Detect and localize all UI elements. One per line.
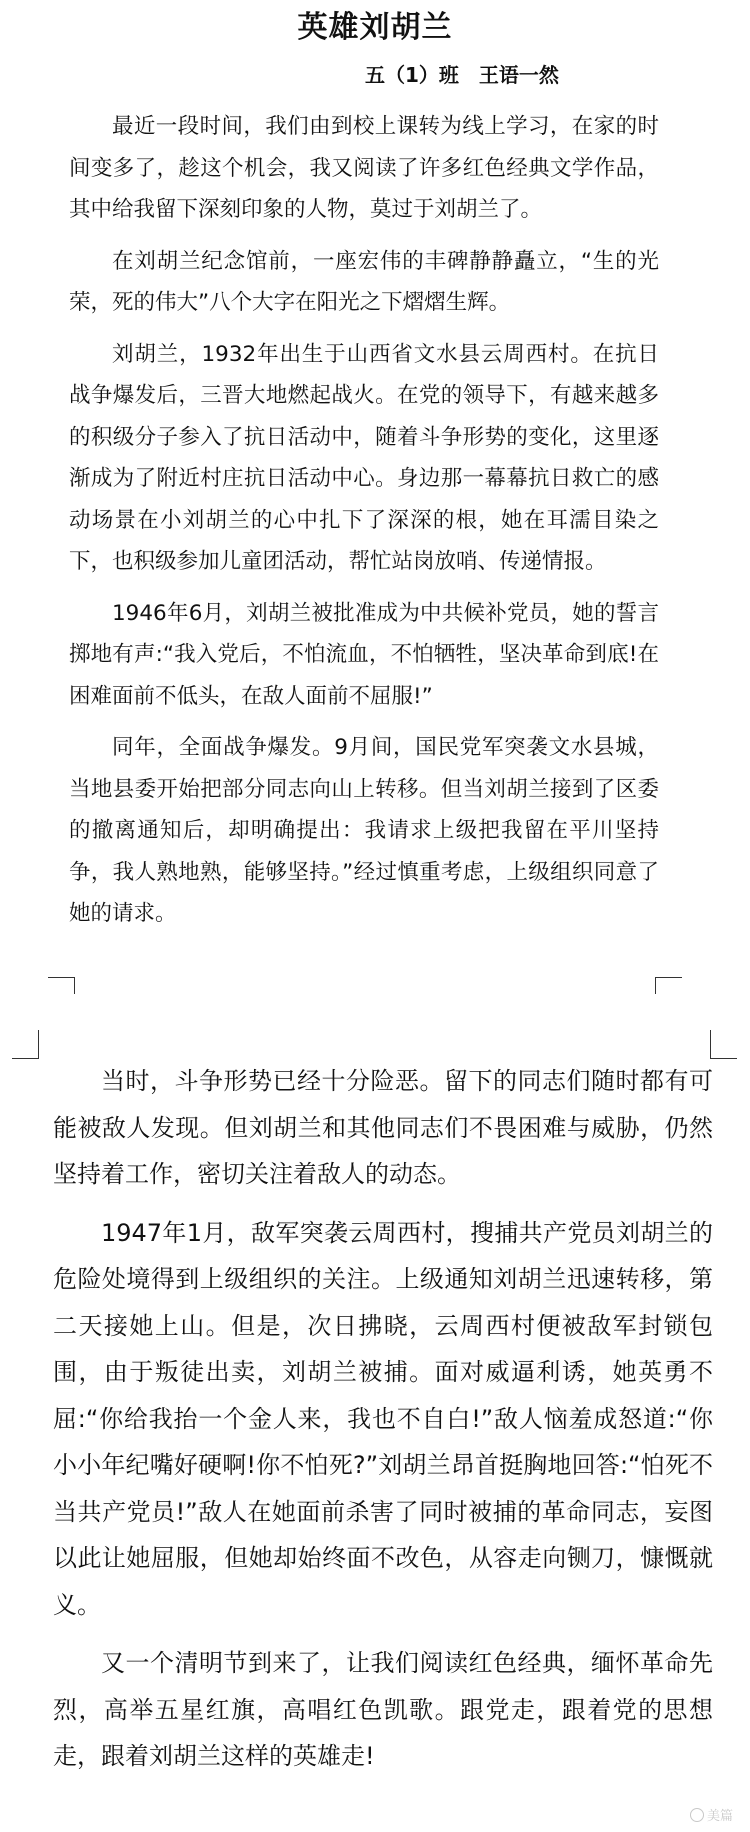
page-title: 英雄刘胡兰 — [297, 10, 453, 45]
paragraph: 刘胡兰，1932年出生于山西省文水县云周西村。在抗日战争爆发后，三晋大地燃起战火。在党的领导下，有越来越多的积级分子参入了抗日活动中，随着斗争形势的变化，这里逐渐成为了附近村庄抗日活动中心。身边那一幕幕抗日救亡的感动场景在小刘胡兰的心中扎下了深深的根，她在耳濡目染之下，也积级参加儿童团活动，帮忙站岗放哨、传递情报。 — [69, 341, 659, 574]
watermark-text: 美篇 — [707, 1809, 734, 1824]
page-corner-mark-icon — [48, 977, 75, 994]
paragraph: 1946年6月，刘胡兰被批准成为中共候补党员，她的誓言掷地有声:“我入党后，不怕流血，不怕牺牲，坚决革命到底!在困难面前不低头，在敌人面前不屈服!” — [69, 600, 659, 709]
watermark-logo-icon — [690, 1808, 704, 1822]
page-1-body — [69, 106, 659, 945]
paragraph: 又一个清明节到来了，让我们阅读红色经典，缅怀革命先烈，高举五星红旗，高唱红色凯歌。跟党走，跟着党的思想走，跟着刘胡兰这样的英雄走! — [53, 1649, 713, 1770]
paragraph: 当时，斗争形势已经十分险恶。留下的同志们随时都有可能被敌人发现。但刘胡兰和其他同志们不畏困难与威胁，仍然坚持着工作，密切关注着敌人的动态。 — [53, 1067, 713, 1188]
paragraph: 在刘胡兰纪念馆前，一座宏伟的丰碑静静矗立，“生的光荣，死的伟大”八个大字在阳光之下熠熠生辉。 — [69, 248, 659, 315]
page-corner-mark-icon — [710, 1030, 737, 1059]
page-corner-mark-icon — [12, 1030, 39, 1059]
paragraph: 最近一段时间，我们由到校上课转为线上学习，在家的时间变多了，趁这个机会，我又阅读了许多红色经典文学作品，其中给我留下深刻印象的人物，莫过于刘胡兰了。 — [69, 114, 659, 222]
author-byline: 五（1）班 王语一然 — [365, 63, 559, 87]
page-2-body — [53, 1058, 713, 1792]
watermark — [690, 1805, 733, 1824]
paragraph: 同年，全面战争爆发。9月间，国民党军突袭文水县城，当地县委开始把部分同志向山上转移。但当刘胡兰接到了区委的撤离通知后，却明确提出：我请求上级把我留在平川坚持争，我人熟地熟，能够坚持。”经过慎重考虑，上级组织同意了她的请求。 — [69, 735, 659, 926]
page-corner-mark-icon — [655, 977, 682, 994]
paragraph: 1947年1月，敌军突袭云周西村，搜捕共产党员刘胡兰的危险处境得到上级组织的关注。上级通知刘胡兰迅速转移，第二天接她上山。但是，次日拂晓，云周西村便被敌军封锁包围，由于叛徒出卖，刘胡兰被捕。面对威逼利诱，她英勇不屈:“你给我抬一个金人来，我也不自白!”敌人恼羞成怒道:“你小小年纪嘴好硬啊!你不怕死?”刘胡兰昂首挺胸地回答:“怕死不当共产党员!”敌人在她面前杀害了同时被捕的革命同志，妄图以此让她屈服，但她却始终面不改色，从容走向铡刀，慷慨就义。 — [53, 1218, 713, 1619]
